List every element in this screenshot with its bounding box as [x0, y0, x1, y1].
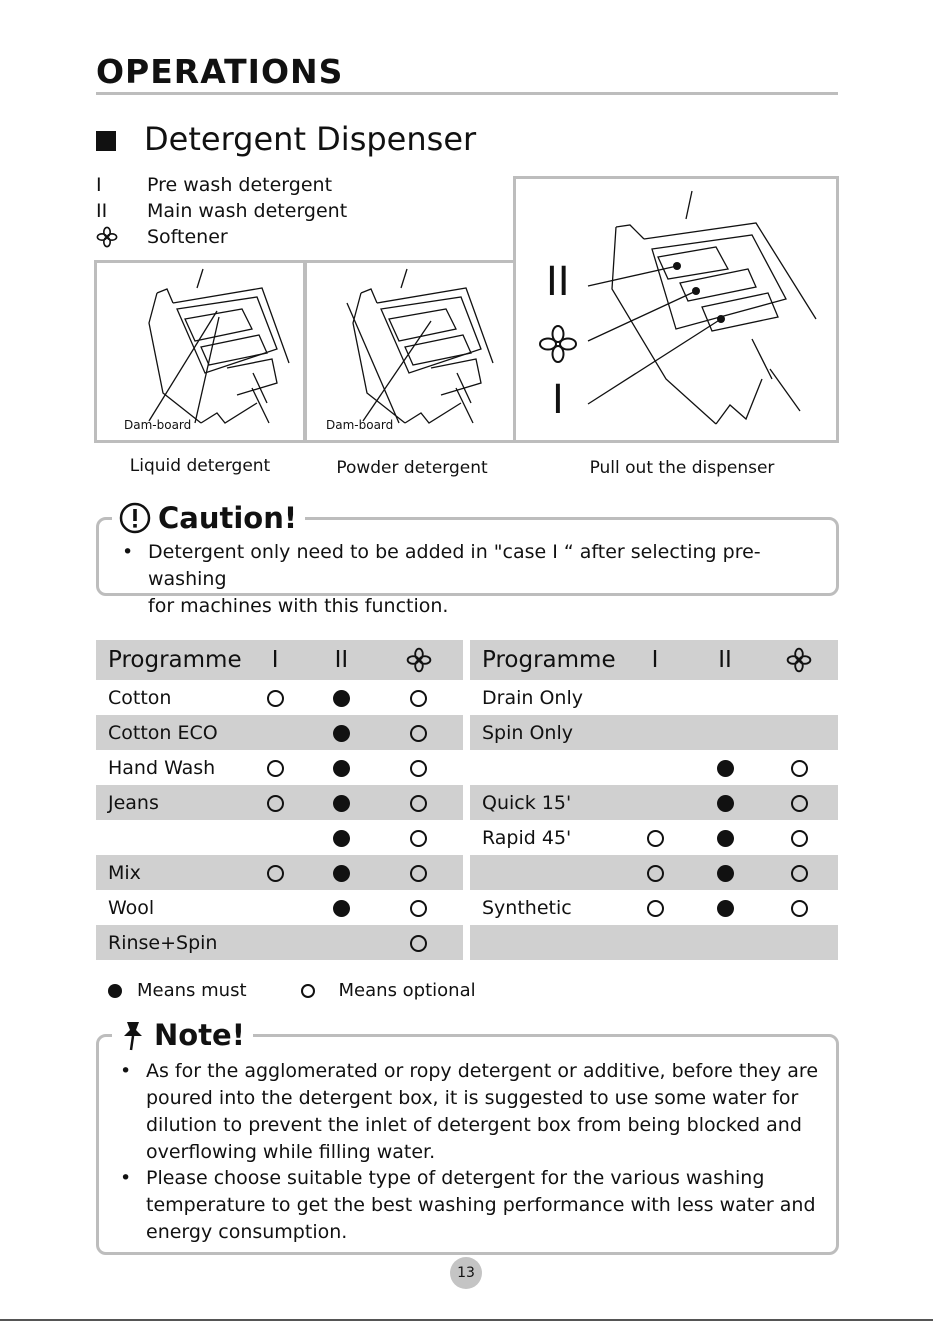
- filled-circle-icon: [717, 900, 734, 917]
- compartment-cell: [690, 820, 760, 855]
- table-row: [96, 680, 463, 715]
- programme-name: Rapid 45': [482, 826, 572, 849]
- exclamation-icon: [118, 501, 152, 535]
- open-circle-icon: [410, 795, 427, 812]
- caution-title: Caution!: [158, 501, 298, 535]
- open-circle-icon: [267, 760, 284, 777]
- programme-name: Rinse+Spin: [96, 925, 242, 960]
- pushpin-icon: [118, 1018, 148, 1052]
- compartment-cell: [242, 680, 309, 715]
- compartment-cell: [242, 750, 309, 785]
- drawer-drawing: [97, 263, 303, 440]
- open-circle-icon: [791, 900, 808, 917]
- programme-name: Synthetic: [482, 896, 572, 919]
- compartment-cell: [620, 855, 690, 890]
- open-circle-icon: [791, 760, 808, 777]
- table-row: [96, 925, 463, 960]
- bullet-line: energy consumption.: [146, 1221, 348, 1243]
- liquid-detergent-caption: Liquid detergent: [129, 456, 271, 476]
- filled-circle-icon: [333, 690, 350, 707]
- compartment-cell: [309, 715, 374, 750]
- compartment-cell: [760, 715, 838, 750]
- compartment-cell: [620, 820, 690, 855]
- pull-out-caption: Pull out the dispenser: [589, 458, 775, 478]
- open-circle-icon: [410, 725, 427, 742]
- compartment-cell: [760, 890, 838, 925]
- programme-name: Hand Wash: [108, 756, 216, 779]
- title-divider: [96, 92, 838, 95]
- filled-circle-icon: [717, 795, 734, 812]
- compartment-cell: [690, 855, 760, 890]
- compartment-cell: [309, 855, 374, 890]
- compartment-cell: [374, 750, 463, 785]
- header-compartment: II: [309, 640, 374, 680]
- compartment-cell: [242, 715, 309, 750]
- note-bullet: [120, 1058, 820, 1168]
- flower-icon: [96, 226, 136, 253]
- open-circle-icon: [410, 760, 427, 777]
- liquid-detergent-figure: [94, 260, 306, 443]
- table-row: [96, 715, 463, 750]
- filled-circle-icon: [333, 760, 350, 777]
- filled-circle-icon: [717, 865, 734, 882]
- open-circle-icon: [410, 935, 427, 952]
- compartment-cell: [309, 785, 374, 820]
- compartment-cell: [309, 680, 374, 715]
- filled-circle-icon: [333, 830, 350, 847]
- dam-board-label: Dam-board: [326, 418, 394, 432]
- bullet-line: overflowing while filling water.: [146, 1141, 436, 1163]
- open-circle-icon: [267, 795, 284, 812]
- compartment-cell: [760, 785, 838, 820]
- table-row: [470, 750, 838, 785]
- table-row: [470, 925, 838, 960]
- subsection-title: Detergent Dispenser: [144, 120, 477, 158]
- compartment-cell: [690, 715, 760, 750]
- key-optional-label: Means optional: [338, 980, 476, 1001]
- compartment-cell: [620, 750, 690, 785]
- programme-name: [470, 925, 620, 960]
- note-header: [112, 1016, 253, 1054]
- compartment-cell: [760, 855, 838, 890]
- compartment-cell: [374, 890, 463, 925]
- header-compartment: I: [242, 640, 309, 680]
- drawer-drawing: [516, 179, 836, 440]
- header-compartment: II: [690, 640, 760, 680]
- page-number: 13: [450, 1257, 482, 1289]
- programme-name: Quick 15': [470, 785, 620, 820]
- programme-name: Cotton ECO: [96, 715, 242, 750]
- bullet-line: As for the agglomerated or ropy detergent or additive, before they are: [146, 1060, 819, 1082]
- open-circle-icon: [267, 690, 284, 707]
- header-softener: [760, 640, 838, 680]
- compartment-cell: [309, 890, 374, 925]
- compartment-cell: [690, 925, 760, 960]
- table-row: [470, 785, 838, 820]
- legend-label: Main wash detergent: [147, 200, 348, 222]
- open-circle-icon: [410, 830, 427, 847]
- programme-table-left: [96, 640, 463, 960]
- programme-name: [470, 855, 620, 890]
- compartment-cell: [374, 680, 463, 715]
- compartment-cell: [309, 820, 374, 855]
- filled-circle-icon: [717, 830, 734, 847]
- note-title: Note!: [154, 1018, 245, 1052]
- table-row: [470, 890, 838, 925]
- flower-icon: [786, 647, 812, 673]
- compartment-cell: [242, 925, 309, 960]
- open-circle-icon: [410, 690, 427, 707]
- symbol-key: [108, 980, 476, 1001]
- table-row: [96, 750, 463, 785]
- legend-label: Pre wash detergent: [147, 174, 333, 196]
- pull-out-dispenser-figure: [513, 176, 839, 443]
- powder-detergent-figure: [304, 260, 516, 443]
- compartment-cell: [760, 680, 838, 715]
- filled-circle-icon: [333, 865, 350, 882]
- flower-icon: [406, 647, 432, 673]
- compartment-cell: [242, 785, 309, 820]
- section-title: OPERATIONS: [96, 52, 344, 91]
- compartment-cell: [242, 890, 309, 925]
- table-row: [96, 820, 463, 855]
- table-row: [470, 715, 838, 750]
- compartment-cell: [374, 855, 463, 890]
- drawer-drawing: [307, 263, 513, 440]
- powder-detergent-caption: Powder detergent: [336, 458, 488, 478]
- open-circle-icon: [647, 865, 664, 882]
- bullet-line: temperature to get the best washing performance with less water and: [146, 1194, 816, 1216]
- compartment-i-label: I: [552, 377, 564, 423]
- table-row: [470, 680, 838, 715]
- compartment-cell: [760, 820, 838, 855]
- filled-circle-icon: [333, 900, 350, 917]
- filled-circle-icon: [333, 795, 350, 812]
- compartment-cell: [690, 890, 760, 925]
- filled-circle-icon: [717, 760, 734, 777]
- compartment-cell: [620, 680, 690, 715]
- open-circle-icon: [791, 830, 808, 847]
- key-must-label: Means must: [137, 980, 247, 1001]
- programme-table-right: [470, 640, 838, 960]
- compartment-cell: [374, 715, 463, 750]
- caution-bullet: [122, 539, 822, 617]
- filled-circle-icon: [108, 984, 122, 998]
- bullet-line: poured into the detergent box, it is suggested to use some water for: [146, 1087, 799, 1109]
- table-header-row: [96, 640, 463, 680]
- compartment-cell: [690, 680, 760, 715]
- header-softener: [374, 640, 463, 680]
- filled-circle-icon: [333, 725, 350, 742]
- table-row: [96, 890, 463, 925]
- compartment-cell: [374, 785, 463, 820]
- caution-header: [112, 500, 305, 536]
- header-programme: Programme: [470, 640, 620, 680]
- compartment-cell: [760, 750, 838, 785]
- bullet-dot: •: [122, 541, 134, 563]
- programme-name: [96, 820, 242, 855]
- bullet-dot: •: [120, 1167, 132, 1189]
- header-programme: Programme: [96, 640, 242, 680]
- bottom-divider: [0, 1319, 933, 1321]
- bullet-line: Detergent only need to be added in "case I “ after selecting pre-washing: [148, 541, 761, 590]
- dam-board-label: Dam-board: [124, 418, 192, 432]
- bullet-line: Please choose suitable type of detergent for the various washing: [146, 1167, 765, 1189]
- square-bullet-icon: [96, 131, 116, 151]
- legend-label: Softener: [147, 226, 228, 248]
- bullet-line: dilution to prevent the inlet of detergent box from being blocked and: [146, 1114, 802, 1136]
- compartment-cell: [690, 785, 760, 820]
- bullet-text: [146, 1165, 816, 1246]
- open-circle-icon: [301, 984, 315, 998]
- compartment-cell: [242, 855, 309, 890]
- compartment-ii-label: II: [546, 259, 570, 305]
- table-row: [470, 855, 838, 890]
- bullet-text: [148, 539, 822, 620]
- programme-name: Mix: [96, 855, 242, 890]
- open-circle-icon: [791, 795, 808, 812]
- programme-name: [470, 750, 620, 785]
- open-circle-icon: [791, 865, 808, 882]
- open-circle-icon: [647, 830, 664, 847]
- open-circle-icon: [267, 865, 284, 882]
- legend-symbol: I: [96, 174, 102, 196]
- compartment-cell: [690, 750, 760, 785]
- open-circle-icon: [647, 900, 664, 917]
- open-circle-icon: [410, 900, 427, 917]
- bullet-line: for machines with this function.: [148, 595, 449, 617]
- table-header-row: [470, 640, 838, 680]
- compartment-cell: [374, 820, 463, 855]
- programme-name: Wool: [108, 896, 155, 919]
- compartment-cell: [760, 925, 838, 960]
- compartment-cell: [620, 890, 690, 925]
- compartment-cell: [620, 715, 690, 750]
- table-row: [96, 785, 463, 820]
- programme-name: Jeans: [96, 785, 242, 820]
- compartment-cell: [374, 925, 463, 960]
- bullet-dot: •: [120, 1060, 132, 1082]
- legend-symbol: II: [96, 200, 108, 222]
- compartment-cell: [620, 785, 690, 820]
- bullet-text: [146, 1058, 818, 1166]
- programme-name: Drain Only: [482, 686, 583, 709]
- compartment-cell: [309, 750, 374, 785]
- programme-name: Cotton: [108, 686, 172, 709]
- open-circle-icon: [410, 865, 427, 882]
- compartment-cell: [242, 820, 309, 855]
- table-row: [96, 855, 463, 890]
- programme-name: Spin Only: [470, 715, 620, 750]
- compartment-cell: [309, 925, 374, 960]
- header-compartment: I: [620, 640, 690, 680]
- note-bullet: [120, 1165, 820, 1247]
- table-row: [470, 820, 838, 855]
- compartment-cell: [620, 925, 690, 960]
